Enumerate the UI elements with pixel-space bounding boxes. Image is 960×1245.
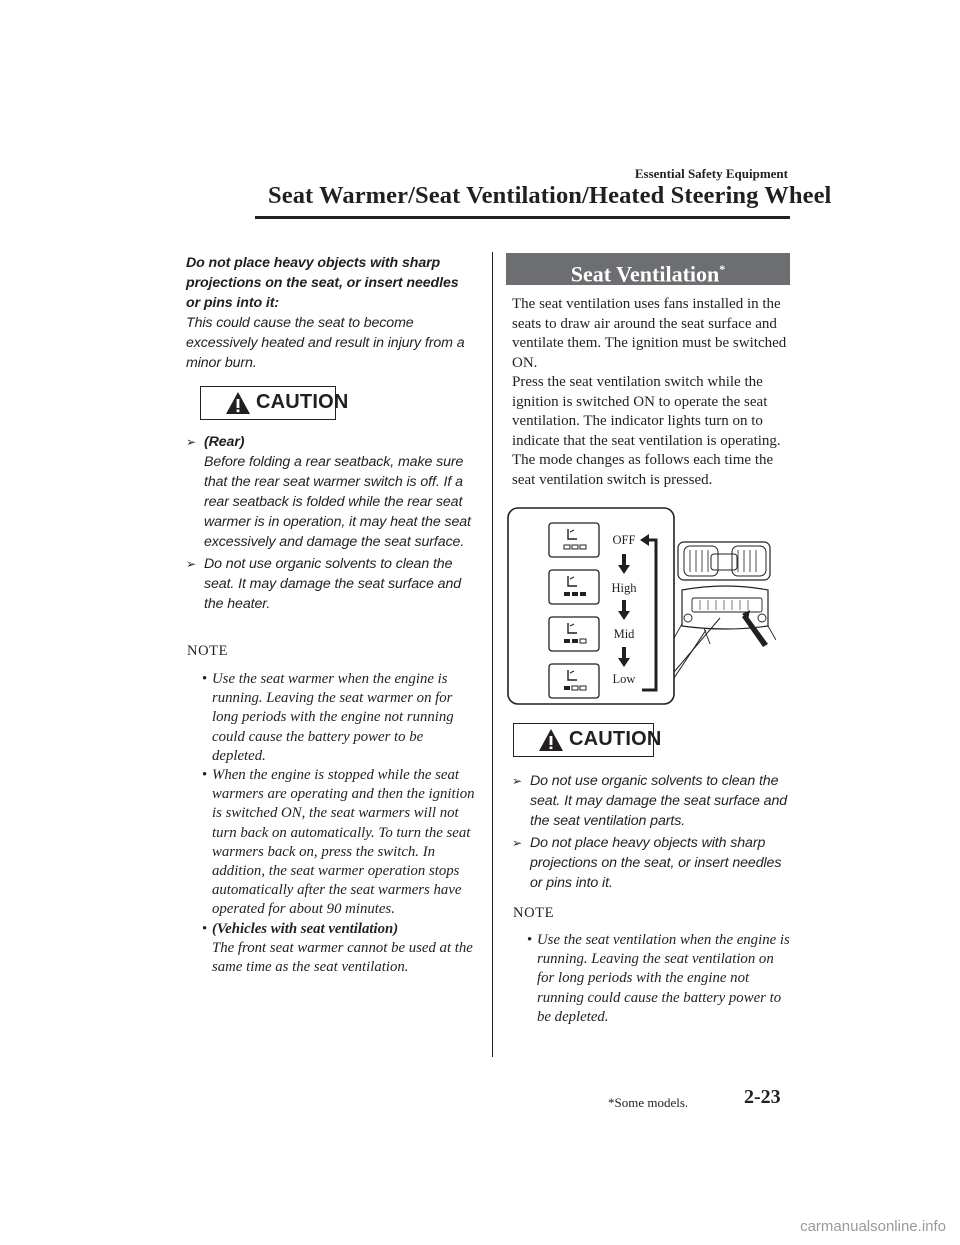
column-divider	[492, 252, 493, 1057]
note-heading: NOTE	[187, 643, 229, 659]
mode-label-high: High	[611, 581, 637, 595]
intro-paragraph	[512, 295, 792, 490]
down-arrow-icon	[618, 647, 630, 667]
warning-triangle-icon	[538, 728, 564, 752]
intro-text: The seat ventilation uses fans installed in the seats to draw air around the seat surface and ventilate them. The ignition must be switched ON.	[512, 296, 787, 371]
caution-list	[186, 432, 476, 614]
arrow-bullet-icon: ➢	[512, 836, 522, 850]
note-item-text: The front seat warmer cannot be used at the same time as the seat ventilation.	[212, 939, 473, 976]
return-bracket-arrow-icon	[640, 534, 656, 690]
warning-bold-text: Do not place heavy objects with sharp projections on the seat, or insert needles or pins into it:	[186, 255, 459, 311]
caution-label-box	[200, 386, 349, 420]
caution-item	[512, 833, 794, 893]
arrow-bullet-icon: ➢	[186, 435, 196, 449]
caution-label: CAUTION	[569, 728, 662, 750]
bullet-icon: •	[202, 671, 208, 687]
asterisk-mark: *	[719, 262, 726, 276]
bullet-icon: •	[527, 932, 533, 948]
note-heading-2: NOTE	[513, 905, 555, 921]
note-list	[202, 670, 478, 977]
switch-high-icon	[549, 570, 599, 604]
watermark: carmanualsonline.info	[800, 1218, 946, 1235]
dashboard-illustration	[674, 542, 776, 644]
caution-item-text: Do not place heavy objects with sharp projections on the seat, or insert needles or pins into it.	[530, 835, 782, 891]
switch-mid-icon	[549, 617, 599, 651]
bullet-icon: •	[202, 920, 208, 937]
warning-triangle-icon	[225, 391, 251, 415]
header-rule	[255, 216, 790, 219]
switch-low-icon	[549, 664, 599, 698]
bullet-icon: •	[202, 767, 208, 784]
note-item-text: Use the seat ventilation when the engine is running. Leaving the seat ventilation on for long periods with the engine not running could cause the battery power to be depleted.	[537, 932, 790, 1025]
caution-item-text: Do not use organic solvents to clean the seat. It may damage the seat surface and the heater.	[204, 556, 462, 612]
switch-off-icon	[549, 523, 599, 557]
down-arrow-icon	[618, 600, 630, 620]
section-banner	[506, 253, 790, 285]
pointer-arrow-icon	[742, 614, 768, 647]
caution-item	[186, 432, 476, 552]
note-item-text: When the engine is stopped while the seat warmers are operating and then the ignition is switched ON, the seat warmers will not turn back on automatically. To turn the seat warmers back on, press the switch. In addition, the seat warmer operation stops automatically after the seat warmers have operated for about 90 minutes.	[212, 767, 475, 918]
note-item-text: Use the seat warmer when the engine is running. Leaving the seat warmer on for long periods with the engine not running could cause the battery power to be depleted.	[212, 671, 454, 764]
caution-item-text: Do not use organic solvents to clean the seat. It may damage the seat surface and the seat ventilation parts.	[530, 773, 788, 829]
caution-label-box-2	[513, 723, 662, 757]
page-number: 2-23	[744, 1086, 781, 1108]
note-item	[202, 766, 478, 920]
caution-item	[186, 554, 476, 614]
caution-list-2	[512, 771, 794, 893]
arrow-bullet-icon: ➢	[186, 557, 196, 571]
warning-block	[186, 253, 476, 373]
intro-text-2: Press the seat ventilation switch while the ignition is switched ON to operate the seat ventilation. The indicator lights turn on to indicate that the seat ventilation is operating. The mode changes as follows each time the seat ventilation switch is pressed.	[512, 374, 781, 488]
footnote: *Some models.	[608, 1095, 689, 1110]
seat-ventilation-diagram	[506, 506, 776, 706]
arrow-bullet-icon: ➢	[512, 774, 522, 788]
caution-item-prefix: (Rear)	[204, 434, 245, 450]
mode-label-mid: Mid	[613, 627, 635, 641]
warning-text: This could cause the seat to become excessively heated and result in injury from a minor burn.	[186, 315, 465, 371]
note-list-2	[527, 931, 793, 1027]
caution-item-text: Before folding a rear seatback, make sure that the rear seat warmer switch is off. If a rear seatback is folded while the rear seat warmer is in operation, it may heat the seat excessively and damage the seat surface.	[204, 454, 471, 550]
note-item-bold: (Vehicles with seat ventilation)	[212, 920, 399, 937]
down-arrow-icon	[618, 554, 630, 574]
mode-label-off: OFF	[612, 533, 636, 547]
section-label: Essential Safety Equipment	[634, 166, 788, 181]
note-item	[202, 920, 478, 978]
page-title: Seat Warmer/Seat Ventilation/Heated Steering Wheel	[268, 182, 832, 209]
caution-item	[512, 771, 794, 831]
caution-label: CAUTION	[256, 391, 349, 413]
note-item	[527, 931, 793, 1027]
note-item	[202, 670, 478, 766]
mode-label-low: Low	[612, 672, 636, 686]
section-banner-title: Seat Ventilation	[570, 261, 720, 287]
